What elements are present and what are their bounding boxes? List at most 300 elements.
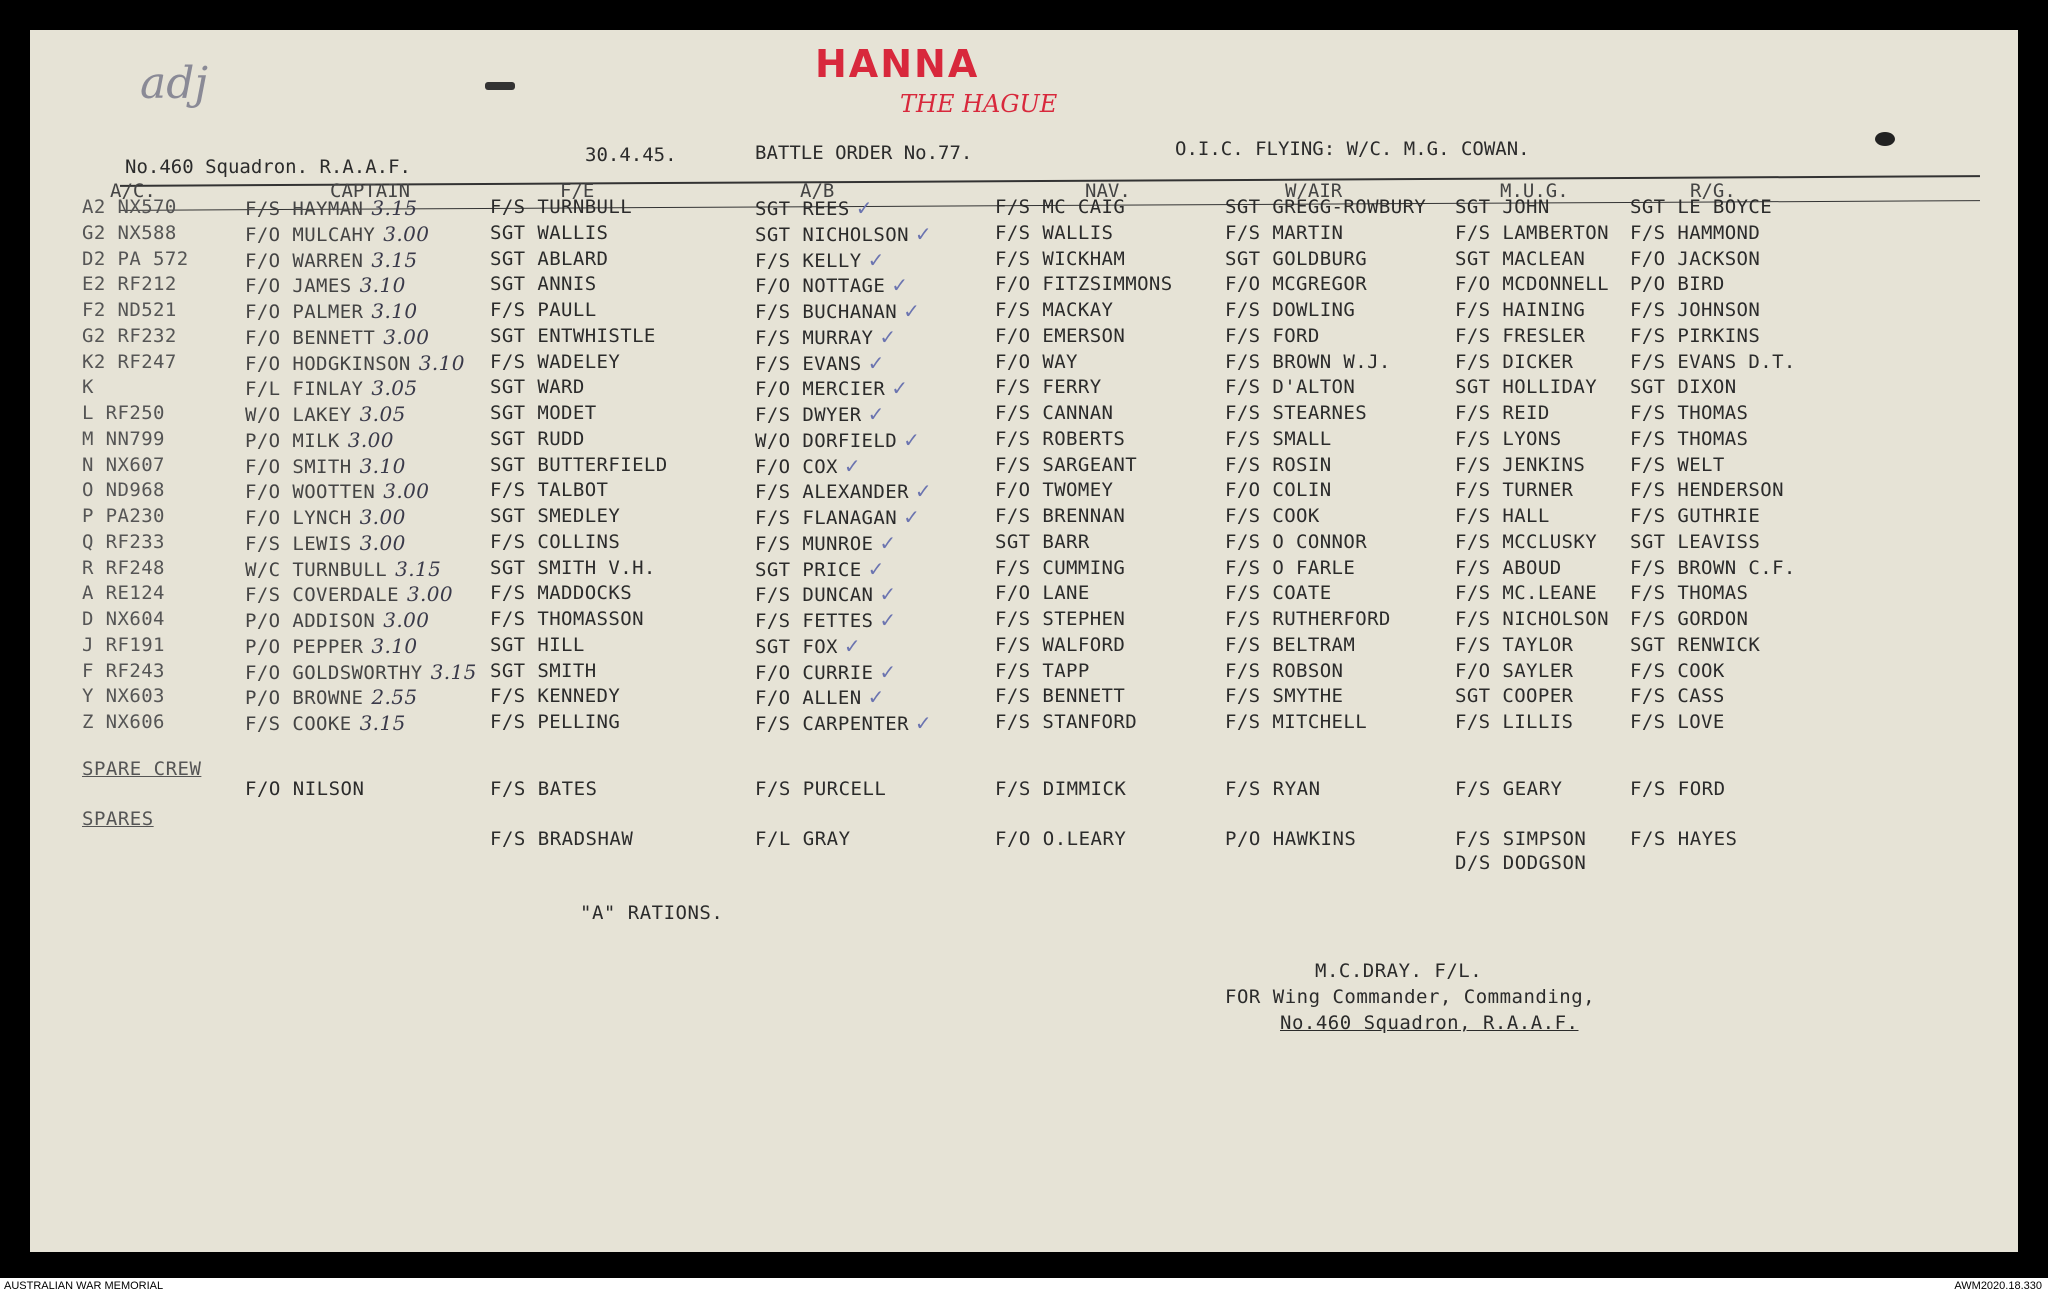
signature-line-3: No.460 Squadron, R.A.A.F.	[1280, 1012, 1579, 1034]
cell-mug	[1455, 608, 1609, 630]
cell-nav-text: F/S CANNAN	[995, 402, 1114, 424]
cell-rg	[1630, 376, 1737, 398]
cell-fe	[490, 273, 597, 295]
cell-rg	[1630, 479, 1784, 501]
cell-mug-text: F/S DICKER	[1455, 350, 1574, 373]
cell-captain	[245, 479, 429, 503]
cell-captain-text: P/O PEPPER	[245, 635, 364, 658]
cell-rg-text: F/S HENDERSON	[1630, 479, 1784, 502]
cell-rg	[1630, 608, 1748, 630]
cell-rg	[1630, 660, 1725, 682]
handwritten-flight-time: 3.15	[430, 659, 477, 684]
cell-mug	[1455, 299, 1585, 321]
cell-mug-text: F/S LYONS	[1455, 427, 1562, 450]
cell-wair	[1225, 299, 1355, 321]
handwritten-flight-time: 3.10	[371, 299, 418, 323]
battle-order-number: BATTLE ORDER No.77.	[755, 142, 973, 164]
handwritten-flight-time: 3.00	[359, 530, 406, 555]
cell-mug	[1455, 351, 1573, 373]
cell-captain	[245, 325, 429, 349]
cell-nav-text: F/S SARGEANT	[995, 453, 1138, 476]
cell-ac-text: P PA230	[82, 505, 165, 527]
spare-crew-mug: F/S GEARY	[1455, 778, 1563, 800]
cell-nav-text: F/S WICKHAM	[995, 247, 1126, 270]
cell-ab	[755, 582, 897, 606]
check-mark-icon: ✓	[879, 530, 897, 555]
cell-nav	[995, 325, 1125, 347]
cell-captain	[245, 557, 441, 581]
cell-captain	[245, 685, 418, 709]
cell-ab-text: F/S KELLY	[755, 249, 862, 272]
cell-wair	[1225, 557, 1355, 579]
cell-ac	[82, 608, 165, 630]
cell-ac-text: M NN799	[82, 427, 165, 450]
cell-ac	[82, 273, 177, 295]
cell-ab-text: F/S FLANAGAN	[755, 507, 898, 529]
cell-nav	[995, 634, 1125, 656]
cell-wair	[1225, 608, 1391, 630]
cell-rg	[1630, 685, 1725, 707]
spares-rg: F/S HAYES	[1630, 828, 1738, 850]
cell-nav	[995, 479, 1113, 501]
handwritten-flight-time: 3.00	[383, 608, 430, 632]
cell-wair	[1225, 454, 1332, 476]
cell-captain-text: P/O BROWNE	[245, 687, 364, 710]
cell-ac	[82, 222, 177, 244]
cell-ac	[82, 479, 165, 501]
cell-ac	[82, 248, 189, 270]
cell-fe	[490, 505, 620, 527]
cell-rg	[1630, 582, 1748, 604]
cell-mug-text: F/S MCCLUSKY	[1455, 530, 1598, 553]
cell-mug	[1455, 711, 1573, 733]
cell-fe-text: SGT MODET	[490, 402, 597, 424]
spare-crew-rg: F/S FORD	[1630, 778, 1726, 800]
cell-rg-text: F/S THOMAS	[1630, 427, 1749, 450]
column-header: R/G.	[1690, 180, 1736, 202]
cell-captain-text: W/C TURNBULL	[245, 558, 388, 581]
cell-ac-text: F2 ND521	[82, 299, 177, 321]
oic-flying: O.I.C. FLYING: W/C. M.G. COWAN.	[1175, 138, 1530, 160]
cell-fe-text: SGT ANNIS	[490, 273, 597, 296]
cell-wair	[1225, 711, 1367, 733]
cell-nav-text: SGT BARR	[995, 530, 1090, 553]
cell-ab	[755, 325, 897, 349]
cell-nav	[995, 531, 1090, 553]
cell-rg	[1630, 273, 1725, 295]
cell-rg	[1630, 299, 1760, 321]
cell-ac	[82, 402, 165, 424]
handwritten-flight-time: 3.00	[383, 479, 430, 504]
cell-mug-text: F/S NICHOLSON	[1455, 608, 1609, 630]
cell-mug	[1455, 531, 1597, 553]
cell-fe	[490, 325, 656, 347]
cell-captain-text: F/S HAYMAN	[245, 198, 364, 220]
cell-ab	[755, 351, 885, 375]
handwritten-flight-time: 3.15	[371, 196, 418, 220]
cell-ab	[755, 608, 897, 632]
cell-mug-text: F/O MCDONNELL	[1455, 273, 1609, 296]
column-header: A/B	[800, 180, 835, 202]
cell-fe-text: SGT SMITH	[490, 659, 597, 682]
cell-ab-text: F/S ALEXANDER	[755, 481, 909, 504]
check-mark-icon: ✓	[867, 556, 885, 581]
cell-captain-text: F/S COVERDALE	[245, 584, 399, 607]
cell-nav-text: F/O EMERSON	[995, 324, 1126, 347]
handwritten-hanna: HANNA	[815, 42, 980, 86]
cell-mug	[1455, 376, 1597, 398]
cell-ac	[82, 634, 165, 656]
cell-nav-text: F/S WALLIS	[995, 221, 1114, 244]
check-mark-icon: ✓	[879, 659, 897, 684]
column-header: M.U.G.	[1500, 180, 1569, 202]
cell-rg-text: F/S THOMAS	[1630, 582, 1749, 605]
check-mark-icon: ✓	[903, 427, 921, 452]
cell-captain	[245, 351, 465, 375]
cell-fe	[490, 711, 620, 733]
cell-mug-text: SGT JOHN	[1455, 196, 1550, 218]
spare-crew-ab: F/S PURCELL	[755, 778, 887, 800]
check-mark-icon: ✓	[903, 505, 921, 529]
cell-captain	[245, 376, 418, 400]
cell-ac	[82, 557, 165, 579]
cell-nav-text: F/S MC CAIG	[995, 196, 1126, 218]
cell-wair-text: SGT GREGG-ROWBURY	[1225, 196, 1427, 218]
cell-nav	[995, 557, 1125, 579]
cell-mug-text: F/O SAYLER	[1455, 659, 1574, 682]
cell-mug	[1455, 454, 1585, 476]
cell-ac-text: G2 RF232	[82, 324, 177, 347]
cell-ac	[82, 325, 177, 347]
cell-nav-text: F/O LANE	[995, 582, 1090, 605]
cell-captain	[245, 428, 394, 452]
column-header: A/C.	[110, 180, 156, 202]
cell-ab-text: F/S FETTES	[755, 610, 874, 632]
cell-wair	[1225, 402, 1367, 424]
spare-crew-label: SPARE CREW	[82, 758, 202, 780]
cell-ac-text: A2 NX570	[82, 196, 177, 218]
spares-fe: F/S BRADSHAW	[490, 828, 634, 850]
cell-captain-text: F/S LEWIS	[245, 532, 352, 555]
cell-rg-text: F/S GORDON	[1630, 608, 1749, 630]
cell-ac	[82, 376, 94, 398]
cell-rg-text: F/S COOK	[1630, 659, 1725, 682]
cell-ab	[755, 402, 885, 426]
cell-wair	[1225, 531, 1367, 553]
check-mark-icon: ✓	[867, 247, 885, 272]
cell-fe-text: SGT SMITH V.H.	[490, 556, 656, 579]
footer-bar	[0, 1278, 2048, 1296]
spare-crew-fe: F/S BATES	[490, 778, 598, 800]
cell-rg-text: F/S GUTHRIE	[1630, 505, 1761, 527]
cell-mug	[1455, 557, 1562, 579]
cell-nav	[995, 299, 1113, 321]
cell-ab	[755, 479, 932, 503]
cell-wair	[1225, 685, 1343, 707]
cell-nav	[995, 402, 1113, 424]
cell-ac	[82, 428, 165, 450]
cell-wair-text: F/S FORD	[1225, 324, 1320, 347]
cell-mug-text: F/S JENKINS	[1455, 453, 1586, 476]
cell-captain	[245, 660, 477, 684]
cell-ac	[82, 454, 165, 476]
cell-fe	[490, 222, 608, 244]
cell-captain-text: F/O GOLDSWORTHY	[245, 661, 423, 684]
cell-fe-text: SGT ENTWHISTLE	[490, 324, 656, 347]
cell-rg-text: SGT DIXON	[1630, 376, 1737, 399]
cell-ab	[755, 557, 885, 581]
cell-ab-text: F/S MURRAY	[755, 326, 874, 349]
cell-ab-text: SGT FOX	[755, 635, 838, 658]
cell-fe	[490, 531, 620, 553]
ink-mark	[1875, 132, 1895, 146]
cell-rg-text: F/S LOVE	[1630, 711, 1725, 733]
spares-nav: F/O O.LEARY	[995, 828, 1127, 850]
cell-wair	[1225, 660, 1343, 682]
cell-ac	[82, 531, 165, 553]
cell-ac	[82, 660, 165, 682]
cell-fe	[490, 428, 585, 450]
cell-ac	[82, 711, 165, 733]
cell-fe-text: F/S PELLING	[490, 711, 621, 733]
cell-wair-text: F/S MARTIN	[1225, 221, 1344, 244]
check-mark-icon: ✓	[843, 633, 862, 658]
cell-wair-text: F/S BELTRAM	[1225, 633, 1356, 656]
check-mark-icon: ✓	[855, 196, 873, 220]
cell-ac-text: R RF248	[82, 556, 165, 579]
cell-wair	[1225, 428, 1332, 450]
cell-captain-text: W/O LAKEY	[245, 404, 352, 426]
column-header: CAPTAIN	[330, 180, 411, 202]
cell-fe	[490, 248, 608, 270]
spares-wair: P/O HAWKINS	[1225, 828, 1357, 850]
cell-ac-text: O ND968	[82, 479, 165, 502]
cell-fe-text: F/S TALBOT	[490, 479, 609, 502]
cell-mug	[1455, 660, 1573, 682]
cell-ab-text: F/S CARPENTER	[755, 713, 909, 735]
cell-fe	[490, 376, 585, 398]
spares-label: SPARES	[82, 808, 154, 830]
cell-ab-text: F/O CURRIE	[755, 661, 874, 684]
cell-fe	[490, 557, 656, 579]
cell-captain-text: F/O MULCAHY	[245, 223, 376, 246]
cell-ab	[755, 248, 885, 272]
cell-ab	[755, 711, 932, 735]
cell-mug	[1455, 222, 1609, 244]
cell-rg-text: SGT RENWICK	[1630, 633, 1761, 656]
cell-captain	[245, 273, 406, 297]
cell-wair	[1225, 222, 1343, 244]
cell-wair	[1225, 376, 1355, 398]
cell-ab-text: F/S EVANS	[755, 352, 862, 375]
cell-wair-text: F/O COLIN	[1225, 479, 1332, 502]
cell-ab-text: W/O DORFIELD	[755, 429, 898, 452]
cell-rg-text: P/O BIRD	[1630, 273, 1725, 296]
cell-captain-text: F/O PALMER	[245, 301, 364, 323]
cell-rg	[1630, 222, 1760, 244]
handwritten-flight-time: 3.00	[359, 505, 406, 529]
document-page	[30, 30, 2018, 1252]
cell-captain-text: F/O WOOTTEN	[245, 481, 376, 504]
cell-ac-text: E2 RF212	[82, 273, 177, 296]
cell-captain	[245, 222, 429, 246]
battle-date: 30.4.45.	[585, 144, 677, 166]
cell-fe-text: SGT HILL	[490, 633, 585, 656]
cell-nav	[995, 582, 1090, 604]
cell-rg	[1630, 402, 1748, 424]
cell-ab-text: F/S BUCHANAN	[755, 301, 898, 323]
cell-mug-text: F/S FRESLER	[1455, 324, 1586, 347]
cell-fe	[490, 660, 597, 682]
cell-nav	[995, 660, 1090, 682]
check-mark-icon: ✓	[879, 608, 897, 632]
cell-mug-text: F/S TURNER	[1455, 479, 1574, 502]
cell-nav-text: F/O WAY	[995, 350, 1078, 373]
cell-mug	[1455, 273, 1609, 295]
check-mark-icon: ✓	[867, 685, 885, 710]
handwritten-flight-time: 3.00	[383, 324, 430, 349]
cell-wair-text: F/S RUTHERFORD	[1225, 608, 1391, 630]
check-mark-icon: ✓	[903, 299, 921, 323]
cell-wair-text: F/S DOWLING	[1225, 299, 1356, 321]
cell-nav-text: F/S BENNETT	[995, 685, 1126, 708]
cell-ab	[755, 273, 908, 297]
cell-ac-text: Y NX603	[82, 685, 165, 708]
cell-wair	[1225, 505, 1320, 527]
cell-nav-text: F/O FITZSIMMONS	[995, 273, 1173, 296]
cell-ab-text: F/S DWYER	[755, 404, 862, 426]
cell-fe	[490, 402, 597, 424]
cell-nav-text: F/S STANFORD	[995, 711, 1138, 733]
cell-wair	[1225, 196, 1426, 218]
cell-nav	[995, 711, 1137, 733]
handwritten-flight-time: 3.05	[371, 376, 418, 401]
cell-wair-text: F/S O CONNOR	[1225, 530, 1368, 553]
cell-nav	[995, 685, 1125, 707]
check-mark-icon: ✓	[879, 324, 897, 349]
cell-wair-text: F/S BROWN W.J.	[1225, 350, 1391, 373]
cell-rg-text: F/S JOHNSON	[1630, 299, 1761, 321]
cell-ac-text: G2 NX588	[82, 221, 177, 244]
cell-wair-text: F/S SMYTHE	[1225, 685, 1344, 708]
cell-rg-text: F/S BROWN C.F.	[1630, 556, 1796, 579]
cell-rg	[1630, 557, 1796, 579]
cell-ab	[755, 196, 873, 220]
check-mark-icon: ✓	[843, 453, 862, 478]
cell-ac-text: K	[82, 376, 94, 399]
cell-ac-text: F RF243	[82, 659, 165, 682]
cell-nav-text: F/O TWOMEY	[995, 479, 1114, 502]
check-mark-icon: ✓	[914, 711, 933, 735]
cell-fe	[490, 351, 620, 373]
cell-mug	[1455, 685, 1573, 707]
cell-wair	[1225, 479, 1332, 501]
cell-ac-text: Q RF233	[82, 530, 165, 553]
cell-mug-text: F/S HAINING	[1455, 299, 1586, 321]
cell-ab	[755, 376, 908, 400]
cell-captain-text: P/O MILK	[245, 429, 340, 452]
check-mark-icon: ✓	[891, 376, 909, 401]
cell-captain-text: F/S COOKE	[245, 713, 352, 735]
handwritten-adj: adj	[140, 58, 209, 109]
spares-ab: F/L GRAY	[755, 828, 851, 850]
cell-fe-text: SGT WARD	[490, 376, 585, 399]
handwritten-flight-time: 3.15	[371, 247, 418, 272]
check-mark-icon: ✓	[891, 273, 909, 298]
handwritten-flight-time: 3.05	[359, 402, 406, 426]
cell-rg	[1630, 325, 1760, 347]
cell-wair-text: F/S COATE	[1225, 582, 1332, 605]
cell-ab-text: SGT NICHOLSON	[755, 223, 909, 246]
cell-fe-text: F/S THOMASSON	[490, 608, 644, 630]
cell-fe	[490, 634, 585, 656]
column-header: W/AIR	[1285, 180, 1343, 202]
cell-ab	[755, 454, 861, 478]
cell-mug	[1455, 479, 1573, 501]
cell-mug	[1455, 634, 1573, 656]
cell-fe	[490, 299, 597, 321]
cell-mug	[1455, 505, 1550, 527]
cell-rg	[1630, 248, 1760, 270]
spares-mug-2: D/S DODGSON	[1455, 852, 1587, 874]
cell-ab-text: F/O COX	[755, 455, 838, 478]
cell-mug-text: SGT HOLLIDAY	[1455, 376, 1598, 399]
cell-wair-text: SGT GOLDBURG	[1225, 247, 1368, 270]
cell-wair-text: F/S O FARLE	[1225, 556, 1356, 579]
cell-captain-text: F/O SMITH	[245, 455, 352, 478]
cell-ab-text: SGT PRICE	[755, 558, 862, 581]
cell-rg-text: F/S CASS	[1630, 685, 1725, 708]
cell-captain-text: F/O LYNCH	[245, 507, 352, 529]
handwritten-flight-time: 3.10	[371, 633, 418, 658]
cell-fe-text: SGT ABLARD	[490, 247, 609, 270]
cell-fe	[490, 582, 632, 604]
cell-ac	[82, 351, 177, 373]
spare-crew-captain: F/O NILSON	[245, 778, 365, 800]
handwritten-flight-time: 3.15	[359, 711, 406, 735]
cell-rg-text: F/S WELT	[1630, 453, 1725, 476]
cell-nav-text: F/S STEPHEN	[995, 608, 1126, 630]
handwritten-flight-time: 3.00	[383, 221, 430, 246]
cell-fe	[490, 454, 668, 476]
cell-mug	[1455, 582, 1597, 604]
cell-ab	[755, 634, 861, 658]
cell-rg	[1630, 634, 1760, 656]
cell-nav	[995, 376, 1102, 398]
cell-captain	[245, 582, 453, 606]
cell-captain	[245, 711, 406, 735]
signature-line-2: FOR Wing Commander, Commanding,	[1225, 986, 1596, 1008]
cell-mug-text: F/S MC.LEANE	[1455, 582, 1598, 605]
cell-ac-text: L RF250	[82, 402, 165, 424]
footer-accession: AWM2020.18.330	[1954, 1280, 2042, 1292]
cell-fe-text: SGT SMEDLEY	[490, 505, 621, 527]
cell-mug-text: SGT MACLEAN	[1455, 247, 1586, 270]
cell-mug	[1455, 402, 1550, 424]
cell-fe	[490, 196, 632, 218]
check-mark-icon: ✓	[879, 582, 897, 607]
cell-ac-text: K2 RF247	[82, 350, 177, 373]
cell-wair	[1225, 582, 1332, 604]
cell-ac	[82, 582, 165, 604]
cell-captain	[245, 454, 406, 478]
cell-ac-text: D2 PA 572	[82, 247, 189, 270]
spares-mug: F/S SIMPSON	[1455, 828, 1587, 850]
cell-fe	[490, 608, 644, 630]
cell-fe-text: SGT WALLIS	[490, 221, 609, 244]
column-header: NAV.	[1085, 180, 1131, 202]
cell-captain	[245, 299, 418, 323]
